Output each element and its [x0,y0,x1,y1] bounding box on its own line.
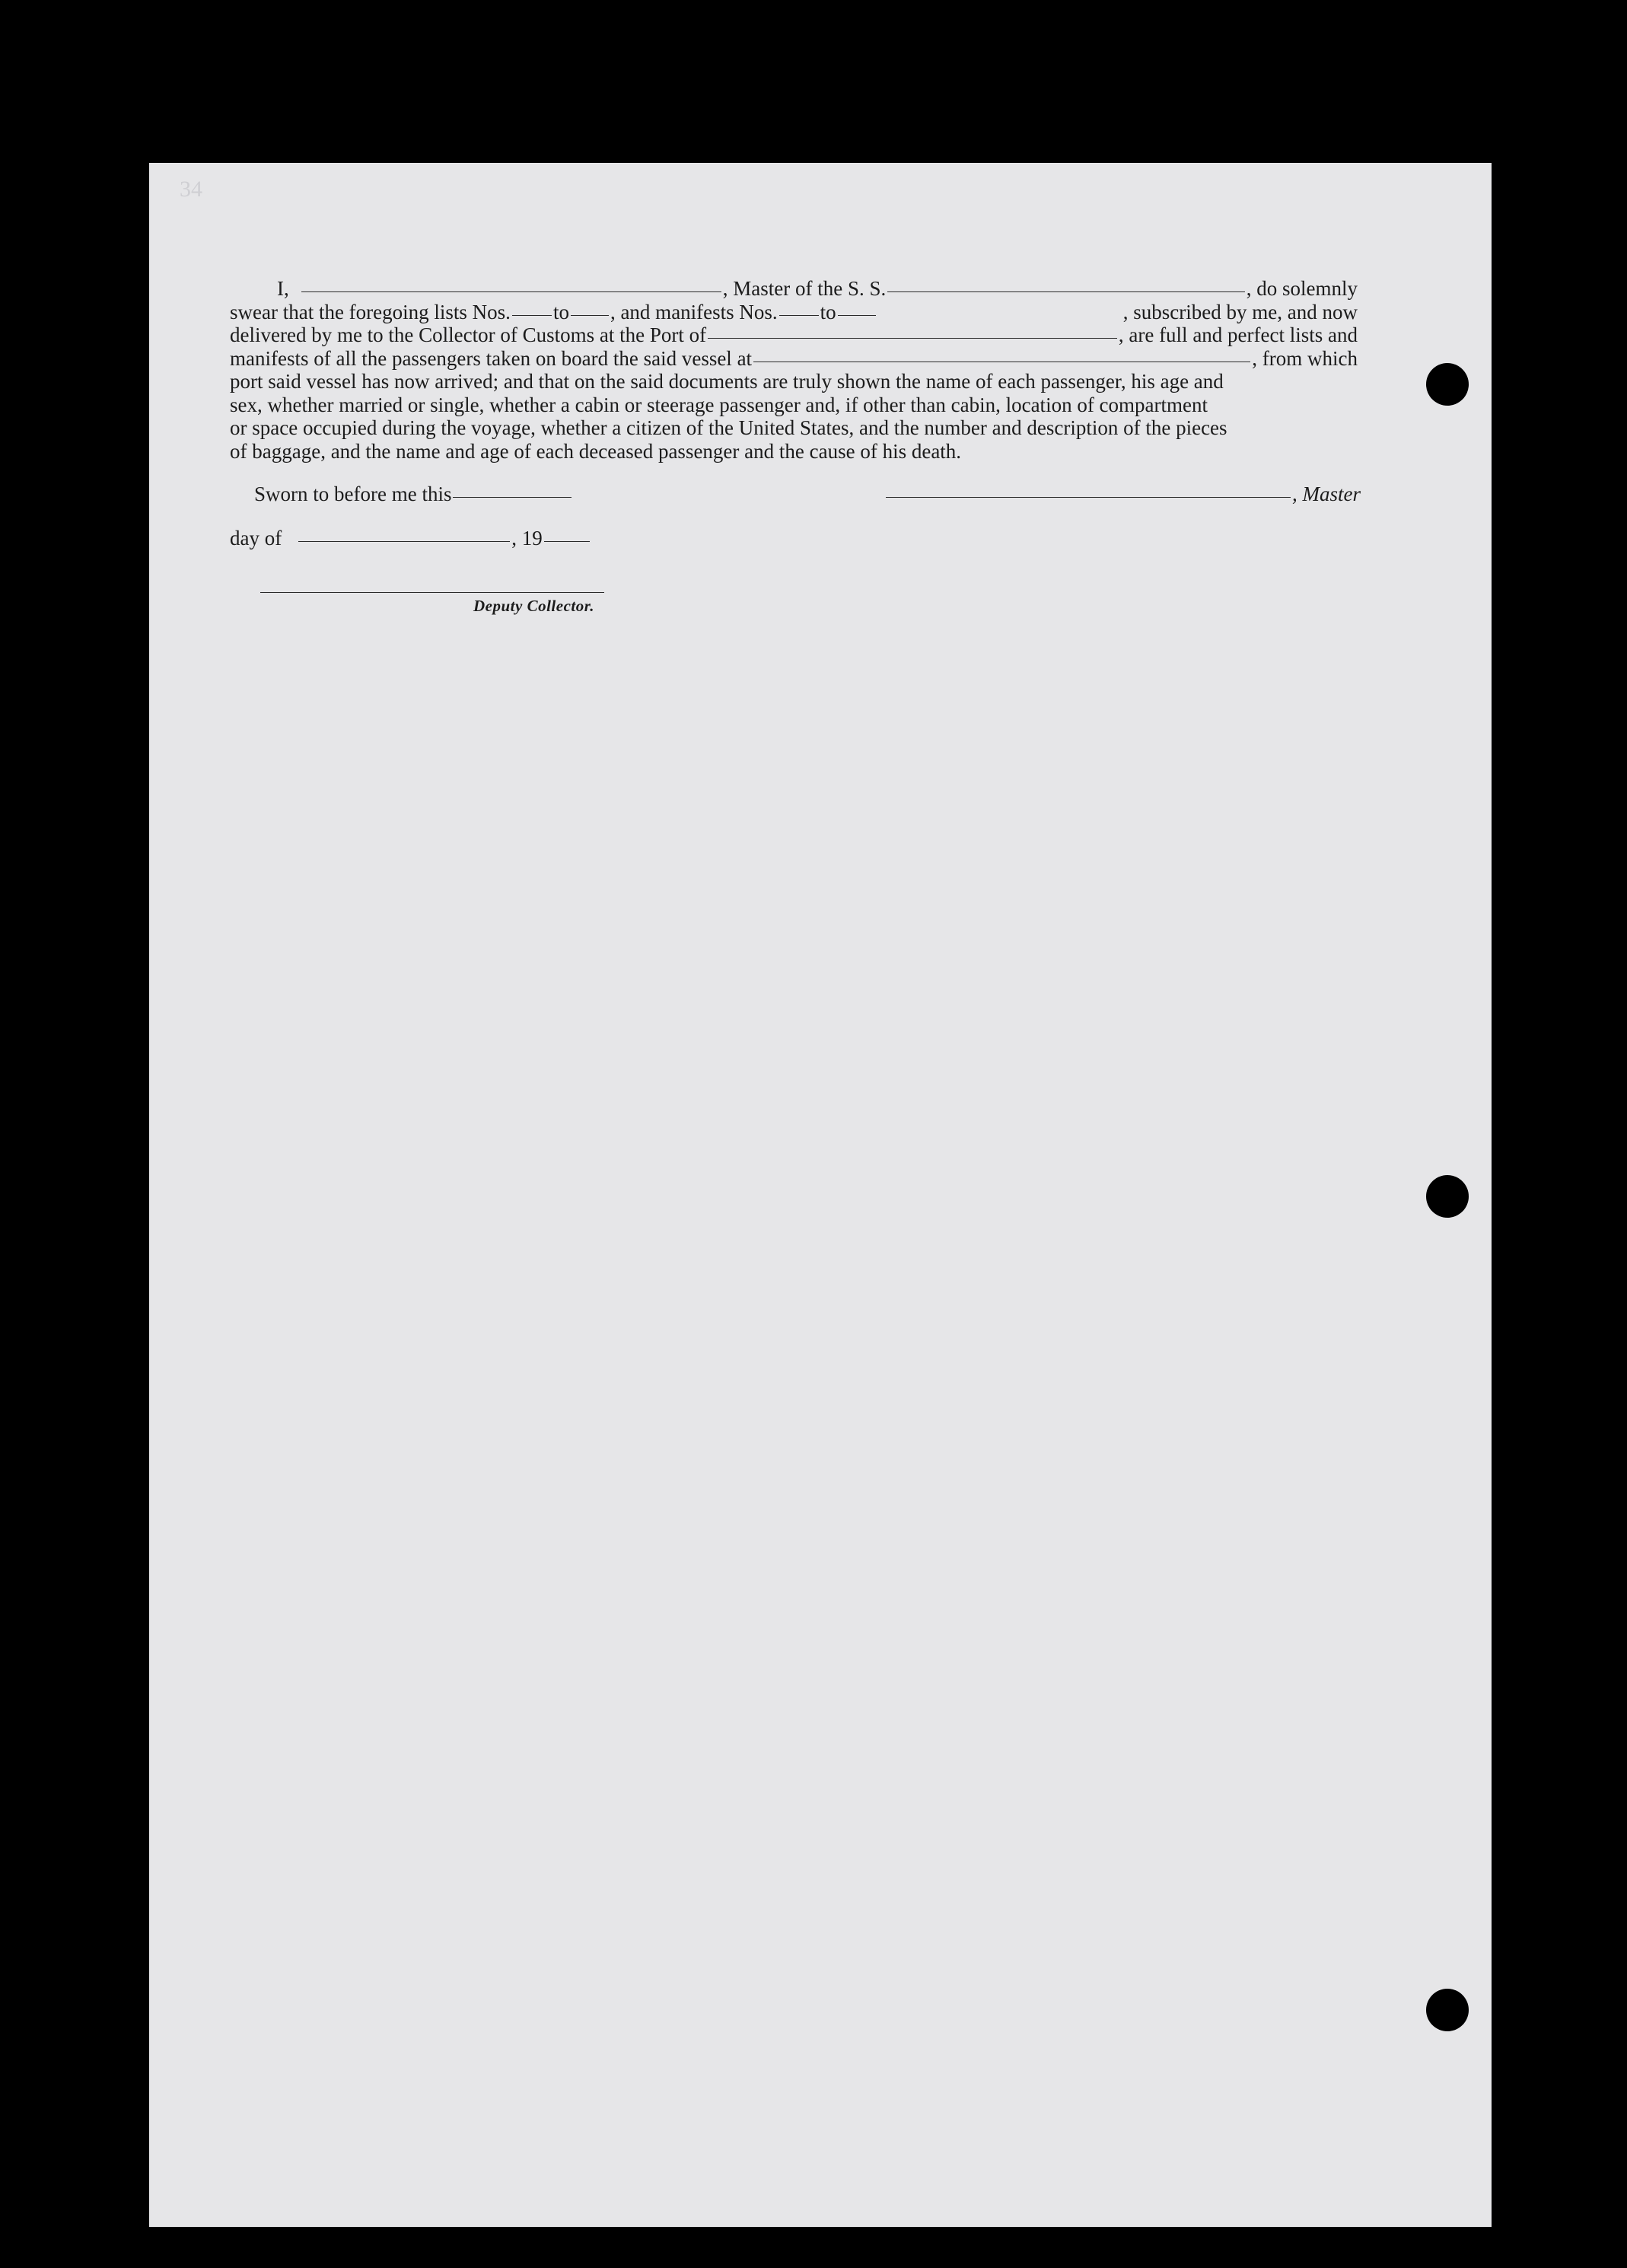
oath-line-3-start: delivered by me to the Collector of Customs at the Port of [230,323,707,346]
year-prefix: , 19 [511,527,543,549]
punch-hole-middle [1426,1175,1469,1218]
oath-line-8-text: of baggage, and the name and age of each deceased passenger and the cause of his death. [230,439,962,463]
oath-line-6-text: sex, whether married or single, whether a cabin or steerage passenger and, if other than cabin, location of compartment [230,393,1208,416]
oath-line-2-mid: , and manifests Nos. [610,300,778,323]
sworn-label: Sworn to before me this [254,483,452,505]
punch-hole-top [1426,363,1469,406]
day-of-row [230,527,591,550]
oath-line-3 [230,323,1358,347]
oath-line-2 [230,301,1358,324]
manifests-from-blank [779,314,819,316]
punch-hole-bottom [1426,1989,1469,2031]
oath-line-2-start: swear that the foregoing lists Nos. [230,300,511,323]
oath-paragraph [230,277,1358,463]
oath-line-4 [230,347,1358,371]
oath-line-7 [230,416,1358,440]
port-blank [708,337,1117,339]
oath-line-7-text: or space occupied during the voyage, whether a citizen of the United States, and the number and description of the pieces [230,416,1227,439]
oath-line-1-mid: , Master of the S. S. [722,277,887,300]
oath-line-5 [230,370,1358,393]
deputy-collector-label: Deputy Collector. [473,597,594,615]
ship-name-blank [887,291,1245,292]
document-page [149,163,1492,2227]
day-of-label: day of [230,527,282,549]
lists-to-blank [571,314,609,316]
oath-line-4-start: manifests of all the passengers taken on board the said vessel at [230,346,753,370]
manifests-to-blank [838,314,876,316]
month-blank [298,540,510,542]
master-signature-row [884,483,1361,506]
lists-from-blank [512,314,552,316]
oath-line-3-end: , are full and perfect lists and [1118,323,1358,346]
boarding-port-blank [753,361,1250,362]
oath-line-1-start: I, [277,277,289,300]
sworn-date-blank [453,496,572,498]
oath-line-1 [230,277,1358,301]
master-label: , Master [1292,483,1361,505]
oath-line-1-end: , do solemnly [1246,277,1358,300]
master-signature-blank [886,496,1291,498]
sworn-row [254,483,573,506]
oath-line-2-end: , subscribed by me, and now [1122,300,1358,323]
oath-line-2-to-2: to [820,300,836,323]
year-blank [544,540,590,542]
oath-line-2-to-1: to [552,300,569,323]
oath-line-5-text: port said vessel has now arrived; and that on the said documents are truly shown the name of each passenger, his age and [230,370,1224,393]
oath-line-6 [230,393,1358,417]
oath-line-4-end: , from which [1252,346,1358,370]
master-name-blank [301,291,721,292]
bleed-through-page-number: 34 [180,177,202,202]
deputy-signature-blank [260,592,604,593]
oath-line-8 [230,440,1358,463]
